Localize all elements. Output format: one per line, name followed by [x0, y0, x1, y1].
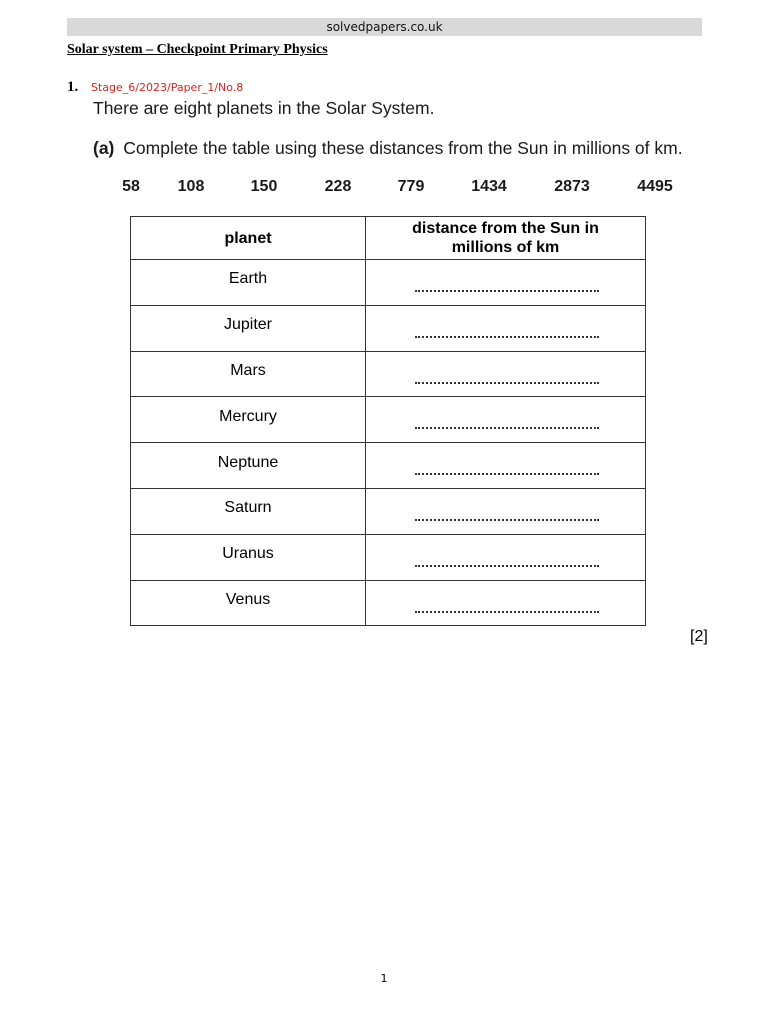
answer-cell[interactable]	[366, 534, 646, 580]
site-header: solvedpapers.co.uk	[67, 18, 702, 36]
table-row	[131, 351, 646, 397]
answer-line	[415, 611, 599, 613]
planet-label: Mars	[230, 361, 266, 379]
answer-cell[interactable]	[366, 443, 646, 489]
distance-value: 228	[324, 178, 352, 195]
document-title: Solar system – Checkpoint Primary Physics	[67, 42, 328, 57]
header-planet: planet	[131, 217, 366, 260]
table-row	[131, 397, 646, 443]
answer-cell[interactable]	[366, 580, 646, 626]
table-row	[131, 443, 646, 489]
header-distance-text: distance from the Sun in millions of km	[412, 220, 599, 256]
distance-value: 2873	[554, 178, 590, 195]
marks-label: [2]	[690, 628, 708, 645]
part-a-text: Complete the table using these distances from the Sun in millions of km.	[123, 138, 683, 158]
answer-line	[415, 427, 599, 429]
planet-name	[131, 260, 366, 306]
question-number: 1.	[67, 79, 79, 95]
answer-cell[interactable]	[366, 397, 646, 443]
answer-line	[415, 565, 599, 567]
answer-line	[415, 519, 599, 521]
part-a-label: (a)	[93, 138, 115, 158]
header-distance	[366, 217, 646, 260]
planet-label: Neptune	[217, 453, 279, 471]
distance-values	[0, 178, 768, 200]
table-row	[131, 260, 646, 306]
answer-cell[interactable]	[366, 260, 646, 306]
planet-label: Jupiter	[223, 316, 273, 334]
answer-line	[415, 382, 599, 384]
table-row	[131, 488, 646, 534]
table-row	[131, 305, 646, 351]
planet-name	[131, 305, 366, 351]
planet-label: Uranus	[222, 545, 274, 563]
part-a-instruction	[93, 138, 683, 159]
planet-name	[131, 580, 366, 626]
answer-line	[415, 473, 599, 475]
answer-cell[interactable]	[366, 488, 646, 534]
planet-label: Venus	[225, 590, 271, 608]
table-row	[131, 534, 646, 580]
distance-value: 58	[122, 178, 140, 195]
distance-value: 779	[397, 178, 425, 195]
planet-label: Earth	[228, 270, 268, 288]
answer-line	[415, 336, 599, 338]
answer-cell[interactable]	[366, 351, 646, 397]
question-reference: Stage_6/2023/Paper_1/No.8	[91, 81, 244, 94]
planet-name	[131, 397, 366, 443]
planet-name	[131, 351, 366, 397]
page-number: 1	[380, 972, 388, 985]
answer-line	[415, 290, 599, 292]
question-intro: There are eight planets in the Solar System.	[93, 98, 435, 118]
distance-value: 4495	[637, 178, 673, 195]
table-row	[131, 580, 646, 626]
distance-value: 150	[250, 178, 278, 195]
planet-name	[131, 443, 366, 489]
planet-name	[131, 534, 366, 580]
distance-value: 1434	[471, 178, 507, 195]
table-header-row	[131, 217, 646, 260]
planet-label: Saturn	[224, 499, 272, 517]
distance-value: 108	[177, 178, 205, 195]
planet-distance-table	[130, 216, 646, 626]
planet-label: Mercury	[219, 407, 277, 425]
answer-cell[interactable]	[366, 305, 646, 351]
planet-name	[131, 488, 366, 534]
